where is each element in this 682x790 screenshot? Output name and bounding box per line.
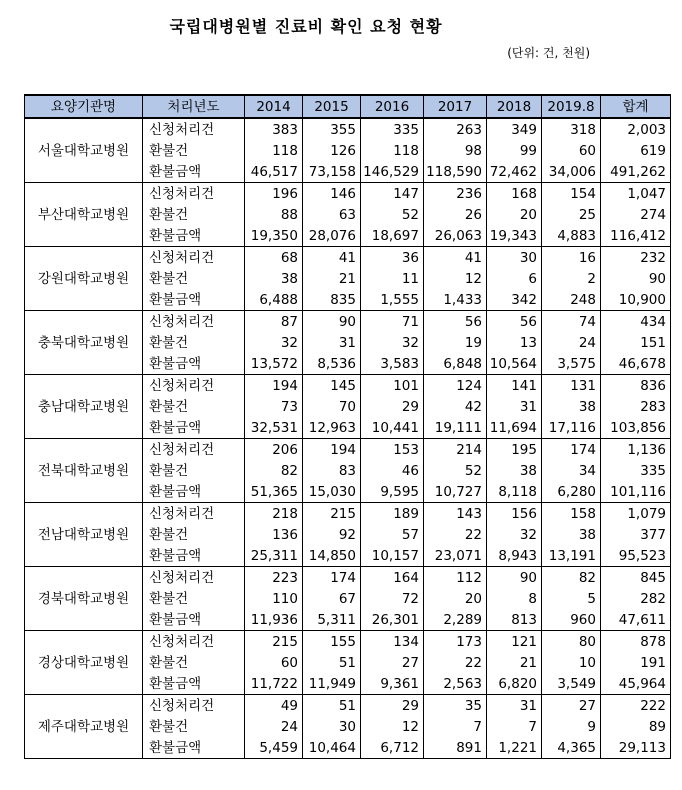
value-cell: 215 [245,631,303,653]
value-cell: 318 [542,118,601,140]
value-cell: 82 [245,460,303,481]
value-cell: 1,555 [361,289,424,311]
category-label: 신청처리건 [143,118,245,140]
value-cell: 143 [424,503,487,525]
value-cell: 14,850 [303,545,361,567]
value-cell: 27 [361,652,424,673]
value-cell: 141 [487,375,542,397]
category-label: 환불금액 [143,225,245,247]
value-cell: 6 [487,268,542,289]
category-label: 신청처리건 [143,631,245,653]
value-cell: 34,006 [542,161,601,183]
value-cell: 126 [303,140,361,161]
value-cell: 236 [424,183,487,205]
category-label: 환불금액 [143,161,245,183]
value-cell: 80 [542,631,601,653]
value-cell: 9,595 [361,481,424,503]
column-header: 2016 [361,95,424,118]
column-header: 요양기관명 [25,95,143,118]
value-cell: 164 [361,567,424,589]
value-cell: 73 [245,396,303,417]
value-cell: 49 [245,695,303,717]
value-cell: 153 [361,439,424,461]
value-cell: 232 [601,247,671,269]
value-cell: 1,047 [601,183,671,205]
category-label: 환불건 [143,332,245,353]
header-row [25,95,671,118]
value-cell: 56 [487,311,542,333]
value-cell: 41 [424,247,487,269]
value-cell: 11,722 [245,673,303,695]
value-cell: 845 [601,567,671,589]
category-label: 환불건 [143,716,245,737]
value-cell: 5,311 [303,609,361,631]
hospital-name: 서울대학교병원 [25,118,143,183]
value-cell: 38 [542,396,601,417]
value-cell: 12 [361,716,424,737]
value-cell: 26 [424,204,487,225]
value-cell: 10,157 [361,545,424,567]
value-cell: 29 [361,695,424,717]
value-cell: 4,365 [542,737,601,759]
value-cell: 173 [424,631,487,653]
value-cell: 136 [245,524,303,545]
value-cell: 30 [303,716,361,737]
category-label: 환불건 [143,140,245,161]
value-cell: 619 [601,140,671,161]
value-cell: 16 [542,247,601,269]
table-row [25,118,671,140]
value-cell: 51 [303,652,361,673]
value-cell: 116,412 [601,225,671,247]
hospital-name: 충남대학교병원 [25,375,143,439]
value-cell: 263 [424,118,487,140]
value-cell: 813 [487,609,542,631]
value-cell: 355 [303,118,361,140]
value-cell: 26,301 [361,609,424,631]
value-cell: 248 [542,289,601,311]
value-cell: 10 [542,652,601,673]
value-cell: 2,003 [601,118,671,140]
value-cell: 32,531 [245,417,303,439]
value-cell: 29,113 [601,737,671,759]
hospital-name: 전남대학교병원 [25,503,143,567]
value-cell: 60 [245,652,303,673]
value-cell: 1,221 [487,737,542,759]
value-cell: 10,464 [303,737,361,759]
value-cell: 11,936 [245,609,303,631]
value-cell: 10,564 [487,353,542,375]
value-cell: 3,583 [361,353,424,375]
value-cell: 191 [601,652,671,673]
value-cell: 31 [303,332,361,353]
value-cell: 124 [424,375,487,397]
value-cell: 46,517 [245,161,303,183]
hospital-name: 경상대학교병원 [25,631,143,695]
value-cell: 195 [487,439,542,461]
value-cell: 9 [542,716,601,737]
value-cell: 118,590 [424,161,487,183]
value-cell: 92 [303,524,361,545]
value-cell: 24 [542,332,601,353]
value-cell: 52 [361,204,424,225]
value-cell: 101,116 [601,481,671,503]
category-label: 신청처리건 [143,311,245,333]
value-cell: 51 [303,695,361,717]
value-cell: 155 [303,631,361,653]
value-cell: 8 [487,588,542,609]
page-title: 국립대병원별 진료비 확인 요청 현황 [169,17,443,36]
value-cell: 222 [601,695,671,717]
value-cell: 491,262 [601,161,671,183]
value-cell: 51,365 [245,481,303,503]
value-cell: 83 [303,460,361,481]
value-cell: 134 [361,631,424,653]
column-header: 2015 [303,95,361,118]
value-cell: 46,678 [601,353,671,375]
category-label: 환불건 [143,652,245,673]
value-cell: 158 [542,503,601,525]
value-cell: 154 [542,183,601,205]
value-cell: 47,611 [601,609,671,631]
value-cell: 206 [245,439,303,461]
table-row [25,311,671,333]
value-cell: 52 [424,460,487,481]
column-header: 2017 [424,95,487,118]
table-row [25,631,671,653]
value-cell: 194 [245,375,303,397]
value-cell: 41 [303,247,361,269]
value-cell: 38 [542,524,601,545]
value-cell: 8,943 [487,545,542,567]
value-cell: 73,158 [303,161,361,183]
category-label: 환불건 [143,588,245,609]
category-label: 환불금액 [143,545,245,567]
value-cell: 72 [361,588,424,609]
category-label: 환불금액 [143,417,245,439]
value-cell: 90 [487,567,542,589]
value-cell: 6,488 [245,289,303,311]
column-header: 2018 [487,95,542,118]
table-row [25,695,671,717]
value-cell: 88 [245,204,303,225]
value-cell: 836 [601,375,671,397]
value-cell: 434 [601,311,671,333]
value-cell: 2,563 [424,673,487,695]
value-cell: 71 [361,311,424,333]
category-label: 신청처리건 [143,695,245,717]
value-cell: 31 [487,396,542,417]
category-label: 신청처리건 [143,503,245,525]
value-cell: 12,963 [303,417,361,439]
value-cell: 60 [542,140,601,161]
value-cell: 194 [303,439,361,461]
value-cell: 283 [601,396,671,417]
category-label: 신청처리건 [143,375,245,397]
category-label: 환불금액 [143,353,245,375]
value-cell: 168 [487,183,542,205]
value-cell: 151 [601,332,671,353]
value-cell: 57 [361,524,424,545]
value-cell: 17,116 [542,417,601,439]
value-cell: 82 [542,567,601,589]
value-cell: 121 [487,631,542,653]
value-cell: 146 [303,183,361,205]
value-cell: 342 [487,289,542,311]
value-cell: 118 [245,140,303,161]
value-cell: 21 [487,652,542,673]
value-cell: 335 [601,460,671,481]
value-cell: 26,063 [424,225,487,247]
value-cell: 19,350 [245,225,303,247]
value-cell: 34 [542,460,601,481]
value-cell: 38 [487,460,542,481]
value-cell: 11 [361,268,424,289]
value-cell: 22 [424,652,487,673]
column-header: 2014 [245,95,303,118]
value-cell: 7 [424,716,487,737]
value-cell: 878 [601,631,671,653]
value-cell: 32 [361,332,424,353]
category-label: 환불건 [143,460,245,481]
value-cell: 218 [245,503,303,525]
value-cell: 1,079 [601,503,671,525]
value-cell: 274 [601,204,671,225]
value-cell: 99 [487,140,542,161]
category-label: 환불건 [143,524,245,545]
hospital-name: 강원대학교병원 [25,247,143,311]
column-header: 2019.8 [542,95,601,118]
value-cell: 377 [601,524,671,545]
value-cell: 72,462 [487,161,542,183]
hospital-name: 제주대학교병원 [25,695,143,759]
value-cell: 146,529 [361,161,424,183]
column-header: 합계 [601,95,671,118]
value-cell: 147 [361,183,424,205]
value-cell: 2 [542,268,601,289]
value-cell: 189 [361,503,424,525]
value-cell: 174 [542,439,601,461]
category-label: 환불금액 [143,481,245,503]
table-row [25,503,671,525]
column-header: 처리년도 [143,95,245,118]
value-cell: 1,136 [601,439,671,461]
hospital-name: 경북대학교병원 [25,567,143,631]
value-cell: 960 [542,609,601,631]
value-cell: 45,964 [601,673,671,695]
value-cell: 19 [424,332,487,353]
value-cell: 25,311 [245,545,303,567]
value-cell: 8,536 [303,353,361,375]
value-cell: 38 [245,268,303,289]
table-row [25,183,671,205]
value-cell: 3,549 [542,673,601,695]
value-cell: 70 [303,396,361,417]
category-label: 환불금액 [143,673,245,695]
value-cell: 5,459 [245,737,303,759]
value-cell: 68 [245,247,303,269]
value-cell: 63 [303,204,361,225]
value-cell: 27 [542,695,601,717]
value-cell: 15,030 [303,481,361,503]
hospital-name: 부산대학교병원 [25,183,143,247]
value-cell: 35 [424,695,487,717]
value-cell: 42 [424,396,487,417]
category-label: 환불금액 [143,609,245,631]
value-cell: 1,433 [424,289,487,311]
value-cell: 12 [424,268,487,289]
value-cell: 10,441 [361,417,424,439]
value-cell: 10,727 [424,481,487,503]
category-label: 환불건 [143,396,245,417]
value-cell: 56 [424,311,487,333]
value-cell: 131 [542,375,601,397]
value-cell: 8,118 [487,481,542,503]
category-label: 신청처리건 [143,567,245,589]
value-cell: 95,523 [601,545,671,567]
value-cell: 24 [245,716,303,737]
value-cell: 32 [487,524,542,545]
value-cell: 6,848 [424,353,487,375]
value-cell: 335 [361,118,424,140]
value-cell: 30 [487,247,542,269]
hospital-name: 충북대학교병원 [25,311,143,375]
value-cell: 9,361 [361,673,424,695]
hospital-name: 전북대학교병원 [25,439,143,503]
value-cell: 20 [424,588,487,609]
value-cell: 13 [487,332,542,353]
value-cell: 7 [487,716,542,737]
value-cell: 28,076 [303,225,361,247]
category-label: 환불건 [143,268,245,289]
value-cell: 13,191 [542,545,601,567]
value-cell: 90 [601,268,671,289]
value-cell: 891 [424,737,487,759]
value-cell: 23,071 [424,545,487,567]
value-cell: 6,820 [487,673,542,695]
value-cell: 74 [542,311,601,333]
value-cell: 21 [303,268,361,289]
value-cell: 90 [303,311,361,333]
value-cell: 196 [245,183,303,205]
value-cell: 214 [424,439,487,461]
value-cell: 10,900 [601,289,671,311]
value-cell: 20 [487,204,542,225]
value-cell: 11,694 [487,417,542,439]
value-cell: 5 [542,588,601,609]
value-cell: 87 [245,311,303,333]
value-cell: 36 [361,247,424,269]
value-cell: 67 [303,588,361,609]
value-cell: 2,289 [424,609,487,631]
value-cell: 31 [487,695,542,717]
value-cell: 145 [303,375,361,397]
value-cell: 118 [361,140,424,161]
value-cell: 11,949 [303,673,361,695]
value-cell: 13,572 [245,353,303,375]
category-label: 환불금액 [143,289,245,311]
value-cell: 18,697 [361,225,424,247]
value-cell: 46 [361,460,424,481]
table-row [25,247,671,269]
category-label: 환불금액 [143,737,245,759]
value-cell: 223 [245,567,303,589]
value-cell: 349 [487,118,542,140]
value-cell: 3,575 [542,353,601,375]
table-row [25,439,671,461]
value-cell: 383 [245,118,303,140]
table-row [25,375,671,397]
value-cell: 29 [361,396,424,417]
value-cell: 215 [303,503,361,525]
value-cell: 6,280 [542,481,601,503]
value-cell: 25 [542,204,601,225]
value-cell: 103,856 [601,417,671,439]
value-cell: 112 [424,567,487,589]
value-cell: 174 [303,567,361,589]
category-label: 신청처리건 [143,183,245,205]
value-cell: 156 [487,503,542,525]
value-cell: 89 [601,716,671,737]
value-cell: 4,883 [542,225,601,247]
category-label: 환불건 [143,204,245,225]
category-label: 신청처리건 [143,247,245,269]
value-cell: 19,343 [487,225,542,247]
table-row [25,567,671,589]
unit-note: (단위: 건, 천원) [507,46,590,60]
table-body [25,118,671,759]
category-label: 신청처리건 [143,439,245,461]
value-cell: 282 [601,588,671,609]
value-cell: 101 [361,375,424,397]
value-cell: 6,712 [361,737,424,759]
value-cell: 19,111 [424,417,487,439]
refund-status-table [24,94,671,759]
value-cell: 110 [245,588,303,609]
value-cell: 98 [424,140,487,161]
value-cell: 32 [245,332,303,353]
value-cell: 22 [424,524,487,545]
value-cell: 835 [303,289,361,311]
